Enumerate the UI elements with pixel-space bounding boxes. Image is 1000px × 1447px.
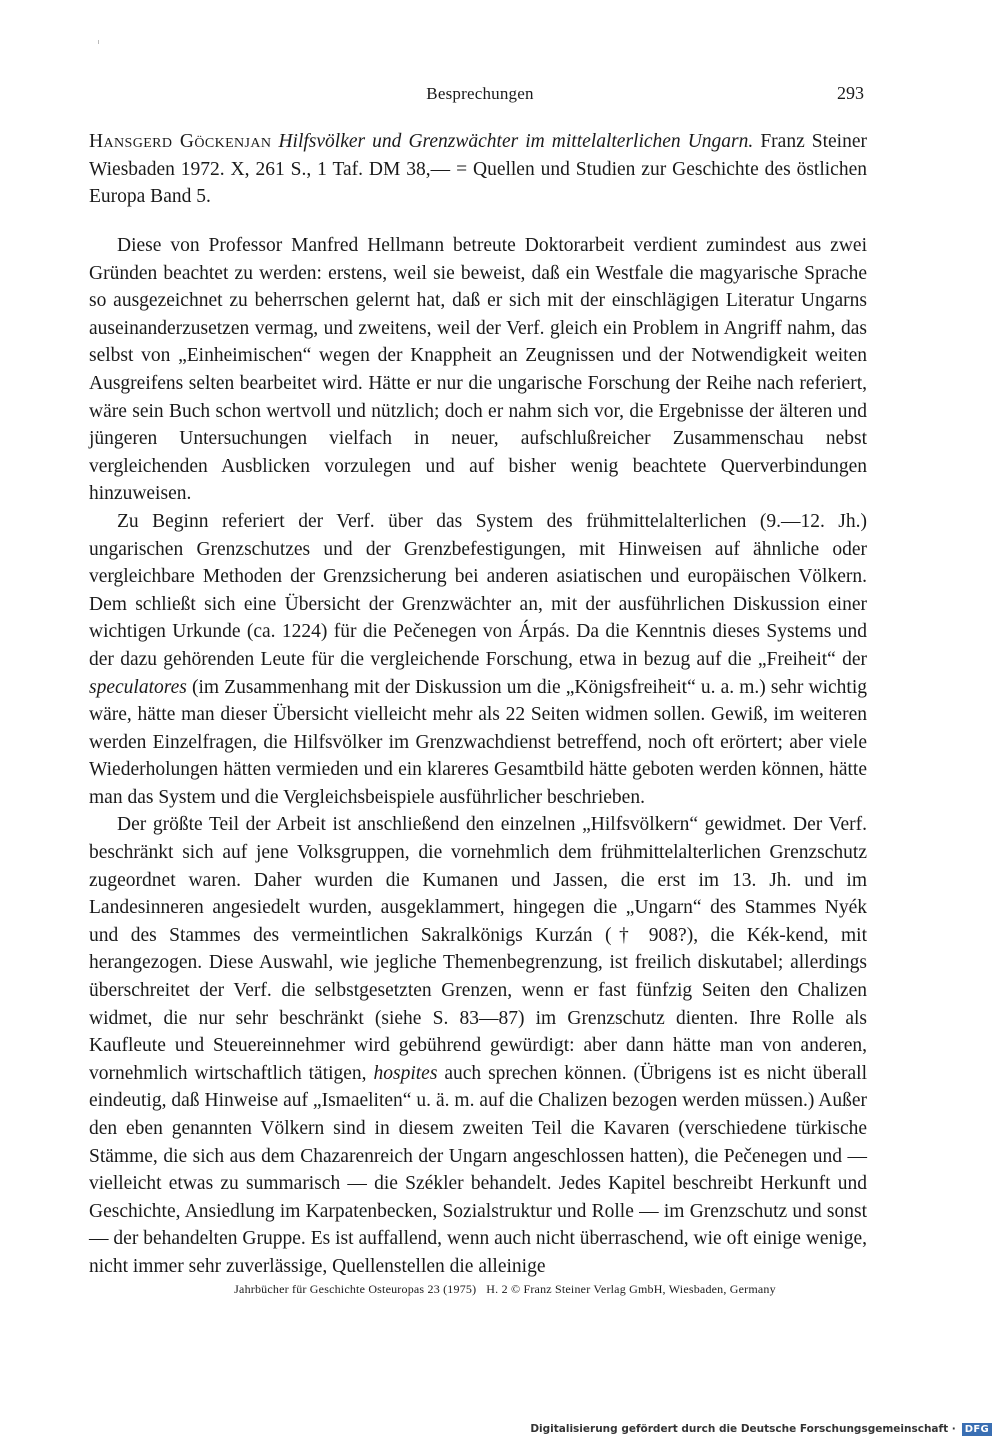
paragraph-2 bbox=[89, 508, 867, 812]
paragraph-3-text-a: Der größte Teil der Arbeit ist anschließend den einzelnen „Hilfsvölkern“ gewidmet. Der Verf. beschränkt sich auf jene Volksgruppen, die vornehmlich dem frühmittelalterlichen Grenzschutz zugeordnet waren. Daher wurden die Kumanen und Jassen, die erst im 13. Jh. und im Landesinneren angesiedelt wurden, ausgeklammert, hingegen die „Ungarn“ des Stammes Nyék und des Stammes des vermeintlichen Sakralkönigs Kurzán († 908?), die Kék-kend, mit herangezogen. Diese Auswahl, wie jegliche Themenbegrenzung, ist freilich diskutabel; allerdings überschreitet der Verf. die selbstgesetzten Grenzen, wenn er fast fünfzig Seiten den Chalizen widmet, die nur sehr beschränkt (siehe S. 83—87) im Grenzschutz dienten. Ihre Rolle als Kaufleute und Steuereinnehmer wird gebührend gewürdigt: aber dann hätte man von anderen, vornehmlich wirtschaftlich tätigen, bbox=[89, 814, 867, 1084]
review-citation bbox=[89, 128, 867, 211]
paragraph-3-italic: hospites bbox=[373, 1062, 438, 1084]
journal-footer bbox=[0, 1282, 1000, 1297]
citation-title: Hilfsvölker und Grenzwächter im mittelalterlichen Ungarn. bbox=[278, 131, 754, 152]
paragraph-3 bbox=[89, 811, 867, 1280]
running-head bbox=[0, 84, 1000, 110]
digitization-note bbox=[530, 1421, 992, 1437]
citation-author: Hansgerd Göckenjan bbox=[89, 131, 272, 152]
citation-details: Franz Steiner Wiesbaden 1972. X, 261 S., 1 Taf. DM 38,— = Quellen und Studien zur Geschichte des östlichen Europa Band 5. bbox=[89, 131, 868, 207]
paragraph-1: Diese von Professor Manfred Hellmann betreute Doktorarbeit verdient zumindest aus zwei Gründen beachtet zu werden: erstens, weil sie beweist, daß ein Westfale die magyarische Sprache so ausgezeichnet zu beherrschen gelernt hat, daß er sich mit der einschlägigen Literatur Ungarns auseinanderzusetzen vermag, und zweitens, weil der Verf. gleich ein Problem in Angriff nahm, das selbst von „Einheimischen“ wegen der Knappheit an Zeugnissen und der Notwendigkeit weiten Ausgreifens selten bearbeitet wird. Hätte er nur die ungarische Forschung der Reihe nach referiert, wäre sein Buch schon wertvoll und nützlich; doch er nahm sich vor, die Ergebnisse der älteren und jüngeren Untersuchungen vielfach in neuer, aufschlußreicher Zusammenschau nebst vergleichenden Ausblicken vorzulegen und auf bisher wenig beachtete Querverbindungen hinzuweisen. bbox=[89, 235, 867, 505]
footer-journal: Jahrbücher für Geschichte Osteuropas 23 (1975) bbox=[234, 1282, 477, 1296]
footer-publisher: H. 2 © Franz Steiner Verlag GmbH, Wiesbaden, Germany bbox=[486, 1282, 776, 1296]
page-number: 293 bbox=[837, 83, 864, 103]
review-body bbox=[89, 232, 867, 1281]
paragraph-3-text-b: auch sprechen können. (Übrigens ist es nicht überall eindeutig, daß Hinweise auf „Ismaeliten“ u. ä. m. auf die Chalizen bezogen werden müssen.) Außer den eben genannten Völkern sind in diesem zweiten Teil die Kavaren (verschiedene türkische Stämme, die sich aus dem Chazarenreich der Ungarn angeschlossen hatten), die Pečenegen und — vielleicht etwas zu summarisch — die Székler behandelt. Jedes Kapitel beschreibt Herkunft und Geschichte, Ansiedlung im Karpatenbecken, Sozialstruktur und Rolle — im Grenzschutz und sonst — der behandelten Gruppe. Es ist auffallend, wenn auch nicht überraschend, wie oft einige wenige, nicht immer sehr zuverlässige, Quellenstellen die alleinige bbox=[89, 1062, 867, 1277]
paragraph-2-italic: speculatores bbox=[89, 676, 187, 698]
digitization-text: Digitalisierung gefördert durch die Deutsche Forschungsgemeinschaft · bbox=[530, 1423, 956, 1435]
paragraph-2-text-b: (im Zusammenhang mit der Diskussion um die „Königsfreiheit“ u. a. m.) sehr wichtig wäre, hätte man dieser Übersicht vielleicht mehr als 22 Seiten widmen sollen. Gewiß, im weiteren werden Einzelfragen, die Hilfsvölker im Grenzwachdienst betreffend, noch oft erörtert; aber viele Wiederholungen hätten vermieden und ein klareres Gesamtbild hätte geboten werden können, hätte man das System und die Vergleichsbeispiele ausführlicher beschrieben. bbox=[89, 676, 867, 808]
paragraph-2-text-a: Zu Beginn referiert der Verf. über das System des frühmittelalterlichen (9.—12. Jh.) ungarischen Grenzschutzes und der Grenzbefestigungen, mit Hinweisen auf ähnliche oder vergleichbare Methoden der Grenzsicherung bei anderen asiatischen und europäischen Völkern. Dem schließt sich eine Übersicht der Grenzwächter an, mit der ausführlichen Diskussion einer wichtigen Urkunde (ca. 1224) für die Pečenegen von Árpás. Da die Kenntnis dieses Systems und der dazu gehörenden Leute für die vergleichende Forschung, etwa in bezug auf die „Freiheit“ der bbox=[89, 510, 867, 670]
running-title: Besprechungen bbox=[426, 84, 534, 103]
dfg-logo-icon: DFG bbox=[962, 1423, 992, 1436]
scan-artifact bbox=[98, 40, 99, 44]
